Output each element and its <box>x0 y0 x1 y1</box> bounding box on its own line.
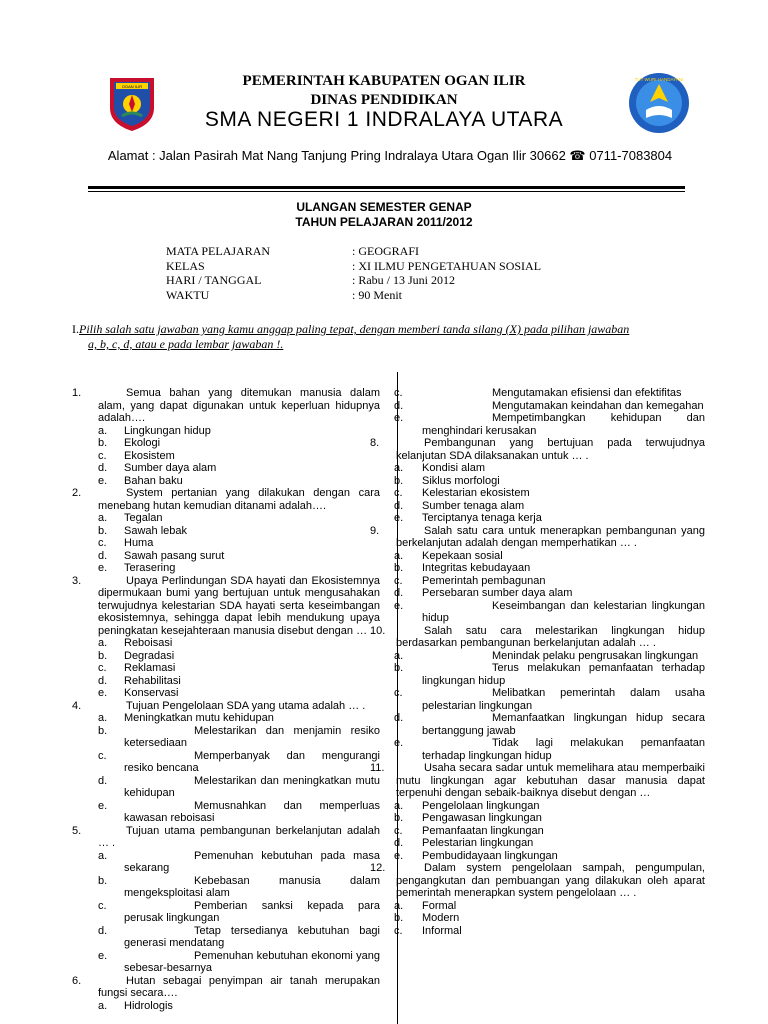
question-text <box>396 625 705 650</box>
right-question-column <box>370 387 705 937</box>
question-text <box>98 700 380 713</box>
instruction-line-1: Pilih salah satu jawaban yang kamu anggap paling tepat, dengan memberi tanda silang (X) pada pilihan jawaban <box>79 322 630 336</box>
option-text <box>422 837 705 850</box>
question <box>72 975 380 1000</box>
option-text <box>124 562 380 575</box>
question-number: 4. <box>72 699 82 712</box>
option-letter: a. <box>98 637 108 649</box>
answer-option <box>370 925 705 938</box>
answer-option <box>370 600 705 625</box>
option-label: Pemenuhan kebutuhan ekonomi yang sebesar-besarnya <box>124 949 380 974</box>
option-letter: a. <box>394 462 404 474</box>
option-text <box>124 1000 380 1013</box>
option-text <box>422 850 705 863</box>
question-text <box>98 975 380 1000</box>
option-text <box>422 475 705 488</box>
question-text <box>396 525 705 550</box>
question <box>370 437 705 462</box>
question-number: 10. <box>370 624 386 637</box>
question-number: 3. <box>72 574 82 587</box>
answer-option <box>72 637 380 650</box>
option-letter: e. <box>394 512 404 524</box>
option-label: Bahan baku <box>124 474 183 487</box>
question-stem: Semua bahan yang ditemukan manusia dalam alam, yang dapat digunakan untuk keperluan hidupnya adalah…. <box>98 387 380 424</box>
option-label: Tetap tersedianya kebutuhan bagi generasi mendatang <box>124 924 380 949</box>
option-letter: b. <box>394 812 404 824</box>
option-text <box>422 800 705 813</box>
option-text <box>422 825 705 838</box>
option-letter: c. <box>394 687 403 699</box>
question-number: 6. <box>72 974 82 987</box>
option-letter: d. <box>98 774 108 787</box>
exam-meta-values <box>352 244 541 302</box>
option-letter: e. <box>394 599 404 612</box>
option-letter: a. <box>98 512 108 524</box>
option-text <box>124 687 380 700</box>
meta-label: WAKTU <box>166 287 210 302</box>
question-stem: Tujuan utama pembangunan berkelanjutan adalah … . <box>98 824 380 849</box>
option-letter: b. <box>394 662 404 674</box>
header-divider-thick <box>88 186 685 189</box>
question-text <box>98 825 380 850</box>
option-label: Pelestarian lingkungan <box>422 837 534 849</box>
answer-option <box>72 775 380 800</box>
option-label: Meningkatkan mutu kehidupan <box>124 712 274 724</box>
option-text <box>422 925 705 938</box>
question-stem: Hutan sebagai penyimpan air tanah merupakan fungsi secara…. <box>98 974 380 999</box>
option-text <box>124 725 380 750</box>
option-text <box>422 687 705 712</box>
answer-option <box>370 575 705 588</box>
question-text <box>98 575 380 638</box>
option-text <box>124 800 380 825</box>
option-label: Terus melakukan pemanfaatan terhadap lingkungan hidup <box>422 662 705 687</box>
option-label: Melestarikan dan meningkatkan mutu kehidupan <box>124 774 380 799</box>
option-letter: d. <box>394 837 404 849</box>
option-letter: c. <box>98 449 107 462</box>
question <box>72 825 380 850</box>
option-text <box>422 575 705 588</box>
option-letter: b. <box>98 724 108 737</box>
option-letter: b. <box>394 562 404 574</box>
answer-option <box>72 800 380 825</box>
answer-option <box>72 950 380 975</box>
option-label: Pemanfaatan lingkungan <box>422 824 544 837</box>
option-label: Formal <box>422 899 457 912</box>
option-label: Lingkungan hidup <box>124 424 211 437</box>
answer-option <box>370 650 705 663</box>
option-label: Mengutamakan keindahan dan kemegahan <box>492 399 704 412</box>
answer-option <box>370 500 705 513</box>
option-letter: a. <box>98 849 108 862</box>
option-letter: b. <box>98 874 108 887</box>
header-divider-thin <box>88 191 685 192</box>
question-text <box>396 762 705 800</box>
question <box>72 575 380 638</box>
option-text <box>124 537 380 550</box>
option-label: Informal <box>422 924 462 937</box>
answer-option <box>72 512 380 525</box>
answer-option <box>72 687 380 700</box>
answer-option <box>370 812 705 825</box>
question-text <box>98 387 380 425</box>
header-department: DINAS PENDIDIKAN <box>310 92 458 108</box>
option-letter: a. <box>98 424 108 437</box>
question-stem: Dalam system pengelolaan sampah, pengumpulan, pengangkutan dan pembuangan yang dilakukan oleh aparat pemerintah menerapkan system pengelolaan … . <box>396 862 705 899</box>
option-letter: d. <box>394 399 404 412</box>
header-address: Alamat : Jalan Pasirah Mat Nang Tanjung Pring Indralaya Utara Ogan Ilir 30662 ☎ 0711-7083804 <box>107 148 673 163</box>
option-label: Terciptanya tenaga kerja <box>422 512 542 524</box>
option-label: Modern <box>422 912 460 924</box>
option-label: Mengutamakan efisiensi dan efektifitas <box>492 387 682 399</box>
option-label: Ekologi <box>124 437 161 449</box>
option-text <box>422 512 705 525</box>
option-letter: d. <box>98 549 108 562</box>
option-text <box>422 550 705 563</box>
option-letter: d. <box>394 587 404 599</box>
question <box>370 762 705 800</box>
answer-option <box>370 475 705 488</box>
meta-value: : 90 Menit <box>352 287 402 302</box>
answer-option <box>72 550 380 563</box>
option-text <box>124 925 380 950</box>
answer-option <box>370 587 705 600</box>
option-label: Tidak lagi melakukan pemanfaatan terhadap lingkungan hidup <box>422 737 705 762</box>
header-government: PEMERINTAH KABUPATEN OGAN ILIR <box>242 73 526 89</box>
option-letter: b. <box>394 912 404 924</box>
option-text <box>124 550 380 563</box>
answer-option <box>72 750 380 775</box>
option-label: Pemberian sanksi kepada para perusak lingkungan <box>124 899 380 924</box>
option-letter: a. <box>98 999 108 1012</box>
answer-option <box>370 462 705 475</box>
meta-value: : GEOGRAFI <box>352 244 420 258</box>
left-question-column <box>72 387 380 1012</box>
option-text <box>124 875 380 900</box>
option-letter: c. <box>394 387 403 399</box>
answer-option <box>72 725 380 750</box>
option-label: Melestarikan dan menjamin resiko ketersediaan <box>124 724 380 749</box>
question-stem: Tujuan Pengelolaan SDA yang utama adalah … . <box>126 699 366 712</box>
question <box>370 862 705 900</box>
answer-option <box>370 737 705 762</box>
option-letter: a. <box>394 799 404 812</box>
option-text <box>124 950 380 975</box>
answer-option <box>370 687 705 712</box>
option-label: Degradasi <box>124 649 175 662</box>
option-label: Terasering <box>124 562 176 574</box>
question-text <box>396 862 705 900</box>
answer-option <box>72 925 380 950</box>
answer-option <box>72 475 380 488</box>
option-text <box>422 462 705 475</box>
option-letter: b. <box>98 437 108 449</box>
question-number: 1. <box>72 387 82 399</box>
option-letter: e. <box>394 737 404 749</box>
answer-option <box>370 400 705 413</box>
option-label: Sumber tenaga alam <box>422 499 525 512</box>
option-label: Sawah lebak <box>124 524 187 537</box>
option-text <box>124 475 380 488</box>
question-stem: Salah satu cara melestarikan lingkungan hidup berdasarkan pembangunan berkelanjutan adalah … . <box>396 624 705 649</box>
option-letter: e. <box>98 687 108 699</box>
logo-right-text: TUT WURI HANDAYANI <box>634 77 684 82</box>
option-letter: c. <box>98 749 107 762</box>
answer-option <box>370 562 705 575</box>
option-text <box>124 900 380 925</box>
option-text <box>422 737 705 762</box>
option-letter: e. <box>98 949 108 962</box>
answer-option <box>370 412 705 437</box>
option-text <box>124 462 380 475</box>
option-letter: e. <box>394 412 404 424</box>
option-label: Sawah pasang surut <box>124 549 225 562</box>
answer-option <box>72 462 380 475</box>
answer-option <box>72 675 380 688</box>
option-label: Keseimbangan dan kelestarian lingkungan hidup <box>422 599 705 624</box>
option-text <box>124 425 380 438</box>
option-letter: b. <box>394 474 404 487</box>
option-label: Memanfaatkan lingkungan hidup secara bertanggung jawab <box>422 712 705 737</box>
option-label: Konservasi <box>124 687 179 699</box>
option-letter: d. <box>394 499 404 512</box>
option-label: Integritas kebudayaan <box>422 562 531 574</box>
option-label: Kelestarian ekosistem <box>422 487 530 499</box>
option-label: Pembudidayaan lingkungan <box>422 849 558 862</box>
option-letter: a. <box>394 649 404 662</box>
option-label: Hidrologis <box>124 999 173 1012</box>
option-letter: c. <box>98 537 107 549</box>
option-text <box>422 400 705 413</box>
option-text <box>422 387 705 400</box>
answer-option <box>72 450 380 463</box>
question-number: 2. <box>72 487 82 499</box>
option-letter: e. <box>394 849 404 862</box>
option-text <box>422 500 705 513</box>
option-text <box>124 750 380 775</box>
question-number: 11. <box>370 762 385 774</box>
answer-option <box>370 512 705 525</box>
meta-value: : Rabu / 13 Juni 2012 <box>352 273 456 287</box>
option-text <box>422 712 705 737</box>
option-label: Memusnahkan dan memperluas kawasan reboisasi <box>124 799 380 824</box>
answer-option <box>370 825 705 838</box>
question-number: 9. <box>370 524 380 537</box>
option-text <box>124 712 380 725</box>
option-label: Persebaran sumber daya alam <box>422 587 573 599</box>
option-letter: c. <box>98 662 107 674</box>
option-letter: c. <box>394 924 403 937</box>
option-letter: a. <box>98 712 108 724</box>
option-text <box>124 512 380 525</box>
header-school-name: SMA NEGERI 1 INDRALAYA UTARA <box>204 108 564 131</box>
option-label: Kepekaan sosial <box>422 549 503 562</box>
option-label: Pengelolaan lingkungan <box>422 799 540 812</box>
option-label: Memperbanyak dan mengurangi resiko bencana <box>124 749 380 774</box>
answer-option <box>72 525 380 538</box>
answer-option <box>370 912 705 925</box>
option-label: Pemenuhan kebutuhan pada masa sekarang <box>124 849 380 874</box>
question <box>370 525 705 550</box>
option-letter: b. <box>98 524 108 537</box>
meta-label: MATA PELAJARAN <box>166 244 271 258</box>
meta-label: KELAS <box>166 258 205 273</box>
answer-option <box>370 712 705 737</box>
option-text <box>422 562 705 575</box>
question-stem: Upaya Perlindungan SDA hayati dan Ekosistemnya dipermukaan bumi yang bertujuan untuk mengusahakan terwujudnya kelestarian SDA hayati serta keseimbangan ekosistemnya, sehingga dapat lebih mendukung upaya peningkatan kesejahteraan manusia disebut dengan … . <box>98 574 380 637</box>
answer-option <box>72 712 380 725</box>
question-stem: Pembangunan yang bertujuan pada terwujudnya kelanjutan SDA dilaksanakan untuk … . <box>396 437 705 462</box>
question-text <box>98 487 380 512</box>
instruction-line-2: a, b, c, d, atau e pada lembar jawaban !. <box>88 337 284 351</box>
option-text <box>422 412 705 437</box>
answer-option <box>72 900 380 925</box>
option-label: Tegalan <box>124 512 163 524</box>
option-label: Ekosistem <box>124 449 175 462</box>
option-text <box>422 812 705 825</box>
option-text <box>124 850 380 875</box>
question-stem: Usaha secara sadar untuk memelihara atau memperbaiki mutu lingkungan agar kebutuhan dasar manusia dapat terpenuhi dengan sebaik-baiknya disebut dengan … <box>396 762 705 799</box>
question-text <box>396 437 705 462</box>
option-letter: e. <box>98 474 108 487</box>
question-number: 5. <box>72 824 82 837</box>
question-number: 8. <box>370 437 380 449</box>
exam-meta-labels <box>166 244 270 302</box>
option-text <box>422 912 705 925</box>
option-text <box>422 900 705 913</box>
answer-option <box>370 550 705 563</box>
logo-left-text: OGAN ILIR <box>121 84 143 89</box>
answer-option <box>72 425 380 438</box>
option-text <box>124 637 380 650</box>
answer-option <box>370 900 705 913</box>
option-letter: c. <box>394 824 403 837</box>
option-letter: d. <box>98 462 108 474</box>
answer-option <box>72 850 380 875</box>
question-stem: Salah satu cara untuk menerapkan pembangunan yang berkelanjutan adalah dengan memperhatikan … . <box>396 524 705 549</box>
option-letter: c. <box>394 574 403 587</box>
answer-option <box>72 662 380 675</box>
option-label: Sumber daya alam <box>124 462 217 474</box>
option-letter: d. <box>98 924 108 937</box>
option-label: Mempetimbangkan kehidupan dan menghindari kerusakan <box>422 412 705 437</box>
option-text <box>422 600 705 625</box>
question <box>72 700 380 713</box>
answer-option <box>72 537 380 550</box>
question <box>72 387 380 425</box>
question-number: 12. <box>370 862 386 874</box>
option-text <box>422 662 705 687</box>
answer-option <box>370 387 705 400</box>
option-letter: a. <box>394 899 404 912</box>
instructions <box>72 322 712 352</box>
option-text <box>422 587 705 600</box>
option-letter: e. <box>98 562 108 574</box>
answer-option <box>72 1000 380 1013</box>
option-letter: c. <box>394 487 403 499</box>
option-label: Pengawasan lingkungan <box>422 812 542 824</box>
option-text <box>124 525 380 538</box>
answer-option <box>370 800 705 813</box>
option-text <box>124 662 380 675</box>
answer-option <box>370 837 705 850</box>
question <box>72 487 380 512</box>
option-label: Pemerintah pembagunan <box>422 574 546 587</box>
option-text <box>422 650 705 663</box>
option-label: Menindak pelaku pengrusakan lingkungan <box>492 649 699 662</box>
option-text <box>124 775 380 800</box>
option-label: Melibatkan pemerintah dalam usaha pelestarian lingkungan <box>422 687 705 712</box>
answer-option <box>72 562 380 575</box>
answer-option <box>72 650 380 663</box>
answer-option <box>370 662 705 687</box>
option-label: Siklus morfologi <box>422 474 500 487</box>
option-label: Rehabilitasi <box>124 674 181 687</box>
option-letter: e. <box>98 799 108 812</box>
option-text <box>124 450 380 463</box>
question-stem: System pertanian yang dilakukan dengan cara menebang hutan kemudian ditanami adalah…. <box>98 487 380 512</box>
section-number: I. <box>72 322 79 336</box>
option-text <box>124 437 380 450</box>
answer-option <box>72 437 380 450</box>
option-label: Kebebasan manusia dalam mengeksploitasi alam <box>124 874 380 899</box>
meta-label: HARI / TANGGAL <box>166 273 262 287</box>
option-label: Kondisi alam <box>422 462 485 474</box>
option-letter: a. <box>394 549 404 562</box>
answer-option <box>370 850 705 863</box>
exam-year: TAHUN PELAJARAN 2011/2012 <box>295 215 473 229</box>
option-letter: c. <box>98 899 107 912</box>
option-letter: d. <box>98 674 108 687</box>
meta-value: : XI ILMU PENGETAHUAN SOSIAL <box>352 258 542 273</box>
option-label: Huma <box>124 537 154 549</box>
option-letter: b. <box>98 649 108 662</box>
option-text <box>422 487 705 500</box>
option-label: Reklamasi <box>124 662 176 674</box>
option-label: Reboisasi <box>124 637 173 649</box>
option-letter: d. <box>394 712 404 724</box>
option-text <box>124 650 380 663</box>
option-text <box>124 675 380 688</box>
answer-option <box>370 487 705 500</box>
question <box>370 625 705 650</box>
exam-title: ULANGAN SEMESTER GENAP <box>296 200 472 214</box>
answer-option <box>72 875 380 900</box>
